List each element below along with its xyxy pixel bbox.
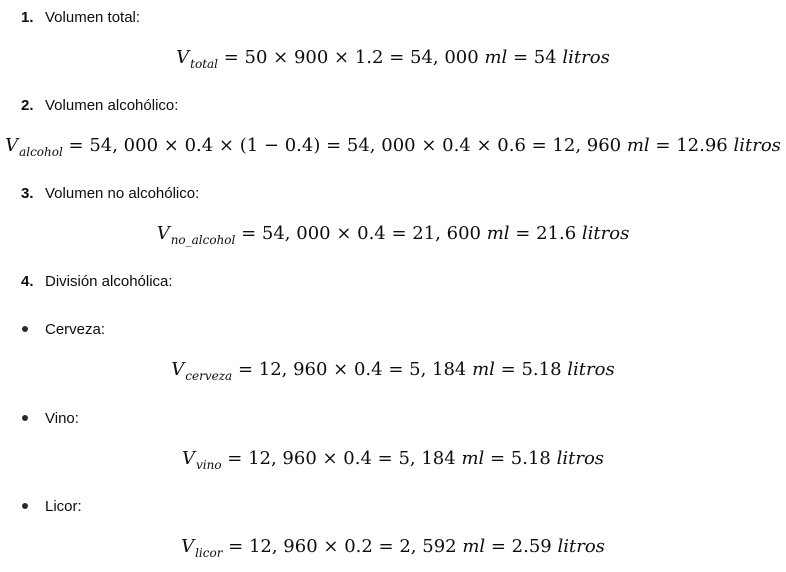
equation-subscript: no_alcohol — [170, 233, 236, 247]
step-label-volumen-total: Volumen total: — [45, 9, 141, 26]
equation-unit-litros: litros — [557, 536, 605, 557]
equation-result: = 5.18 — [494, 359, 568, 380]
step-number-4: 4. — [21, 273, 34, 290]
equation-unit-ml: ml — [462, 536, 486, 557]
equation-result: = 5.18 — [484, 448, 557, 469]
equation-subscript: cerveza — [185, 369, 233, 383]
equation-unit-litros: litros — [567, 359, 615, 380]
equation-variable: V — [171, 359, 185, 380]
equation-unit-ml: ml — [484, 47, 508, 68]
equation-expression: = 54, 000 × 0.4 = 21, 600 — [235, 223, 487, 244]
equation-alcohol — [0, 133, 786, 160]
step-label-division-alcoholica: División alcohólica: — [45, 273, 173, 290]
equation-total — [0, 45, 786, 72]
equation-variable: V — [156, 223, 170, 244]
bullet-label-licor: Licor: — [45, 498, 82, 515]
bullet-dot — [22, 503, 28, 509]
equation-licor — [0, 534, 786, 561]
equation-variable: V — [5, 135, 19, 156]
step-label-volumen-no-alcoholico: Volumen no alcohólico: — [45, 185, 200, 202]
equation-unit-ml: ml — [472, 359, 495, 380]
equation-subscript: total — [190, 57, 219, 71]
equation-result: = 12.96 — [649, 135, 734, 156]
equation-vino — [0, 446, 786, 473]
step-number-3: 3. — [21, 185, 34, 202]
equation-expression: = 54, 000 × 0.4 × (1 − 0.4) = 54, 000 × 0.4 × 0.6 = 12, 960 — [62, 135, 627, 156]
equation-variable: V — [176, 47, 190, 68]
equation-expression: = 12, 960 × 0.4 = 5, 184 — [232, 359, 473, 380]
equation-subscript: vino — [195, 458, 222, 472]
equation-cerveza — [0, 357, 786, 384]
bullet-label-cerveza: Cerveza: — [45, 321, 106, 338]
equation-unit-litros: litros — [733, 135, 781, 156]
equation-variable: V — [181, 536, 195, 557]
equation-expression: = 12, 960 × 0.2 = 2, 592 — [222, 536, 463, 557]
equation-expression: = 12, 960 × 0.4 = 5, 184 — [221, 448, 462, 469]
step-number-1: 1. — [21, 9, 34, 26]
equation-unit-ml: ml — [626, 135, 650, 156]
equation-subscript: alcohol — [19, 145, 63, 159]
equation-result: = 54 — [507, 47, 563, 68]
equation-unit-litros: litros — [581, 223, 630, 244]
equation-unit-litros: litros — [562, 47, 610, 68]
equation-expression: = 50 × 900 × 1.2 = 54, 000 — [218, 47, 485, 68]
step-label-volumen-alcoholico: Volumen alcohólico: — [45, 97, 179, 114]
equation-result: = 21.6 — [509, 223, 582, 244]
equation-no-alcohol — [0, 221, 786, 248]
equation-unit-ml: ml — [461, 448, 485, 469]
step-number-2: 2. — [21, 97, 34, 114]
bullet-dot — [22, 415, 28, 421]
equation-subscript: licor — [195, 546, 223, 560]
equation-unit-litros: litros — [556, 448, 605, 469]
bullet-dot — [22, 326, 28, 332]
equation-result: = 2.59 — [485, 536, 558, 557]
equation-unit-ml: ml — [486, 223, 510, 244]
bullet-label-vino: Vino: — [45, 410, 79, 427]
equation-variable: V — [181, 448, 195, 469]
